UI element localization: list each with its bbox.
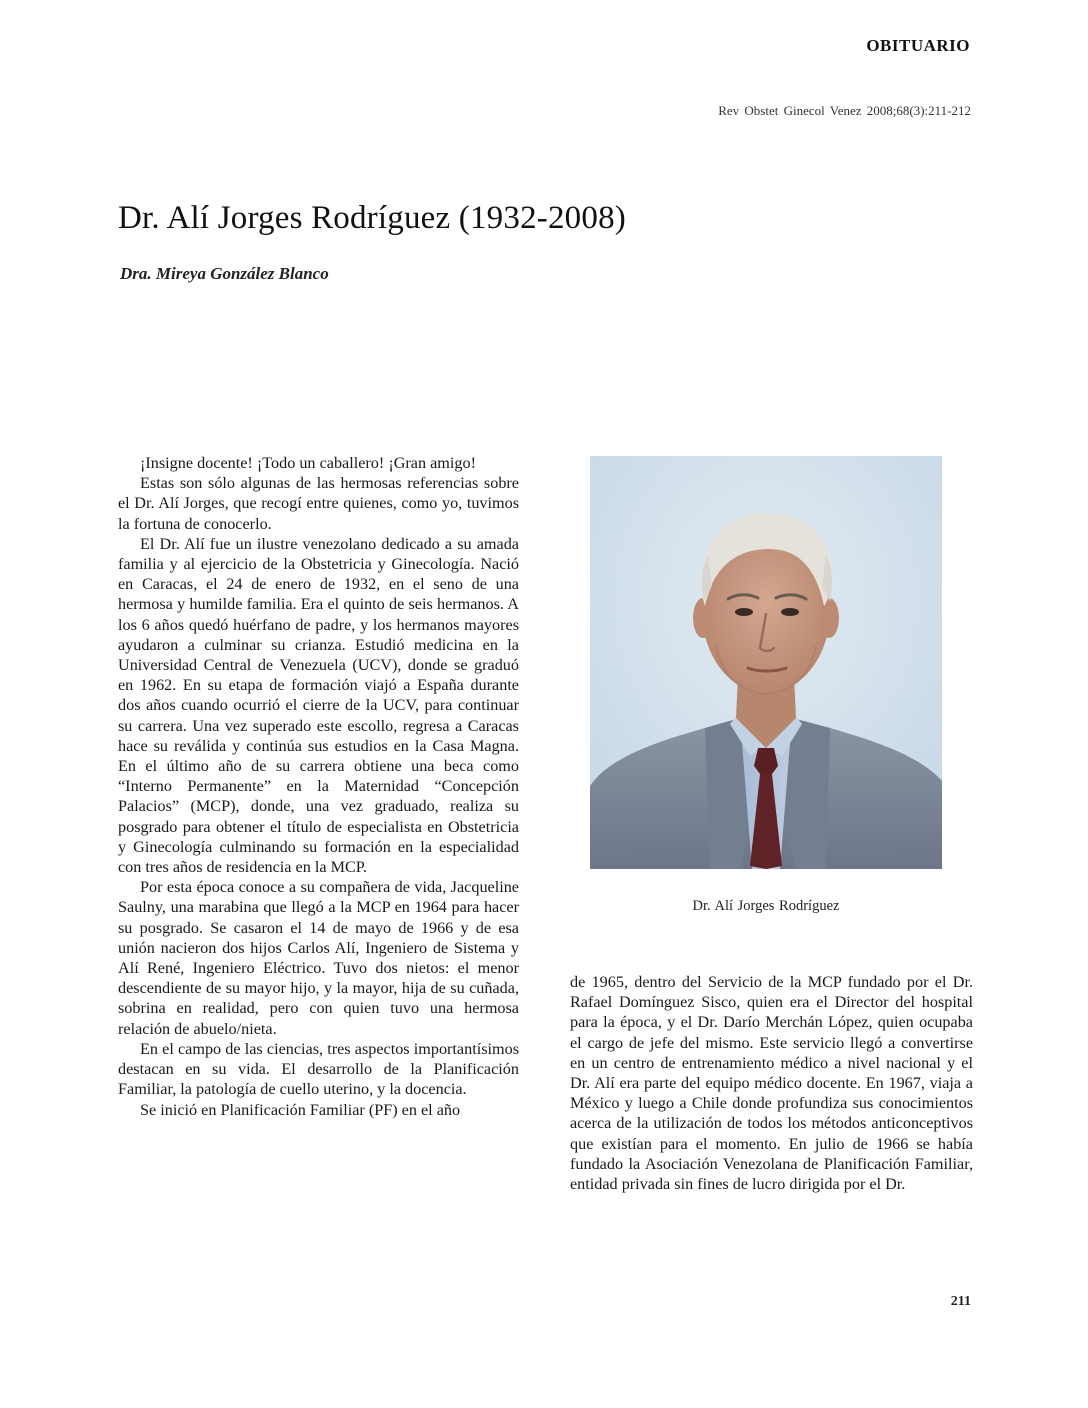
paragraph: Estas son sólo algunas de las hermosas referencias sobre el Dr. Alí Jorges, que recogí entre quienes, como yo, tuvimos la fortuna de conocerlo. bbox=[118, 474, 519, 533]
paragraph: Se inició en Planificación Familiar (PF) en el año bbox=[140, 1100, 461, 1119]
portrait-photo bbox=[590, 456, 942, 869]
article-title: Dr. Alí Jorges Rodríguez (1932-2008) bbox=[118, 200, 626, 236]
paragraph: Por esta época conoce a su compañera de vida, Jacqueline Saulny, una marabina que llegó a la MCP en 1964 para hacer su posgrado. Se casaron el 14 de mayo de 1966 y de esa unión nacieron dos hijos Carlos Alí, Ingeniero de Sistema y Alí René, Ingeniero Eléctrico. Tuvo dos nietos: el menor descendiente de su mayor hijo, y la mayor, hija de su cuñada, sobrina en realidad, pero con quien tuvo una hermosa relación de abuelo/nieta. bbox=[118, 878, 519, 1038]
journal-citation: Rev Obstet Ginecol Venez 2008;68(3):211-212 bbox=[718, 103, 971, 118]
page-number: 211 bbox=[950, 1294, 971, 1309]
paragraph: En el campo de las ciencias, tres aspectos importantísimos destacan en su vida. El desarrollo de la Planificación Familiar, la patología de cuello uterino, y la docencia. bbox=[118, 1039, 519, 1099]
body-left-column bbox=[118, 453, 519, 1120]
body-right-column bbox=[570, 972, 973, 1194]
paragraph: de 1965, dentro del Servicio de la MCP fundado por el Dr. Rafael Domínguez Sisco, quien era el Director del hospital para la época, y el Dr. Darío Merchán López, quien ocupaba el cargo de jefe del mismo. Este servicio llegó a convertirse en un centro de entrenamiento médico a nivel nacional y el Dr. Alí era parte del equipo médico docente. En 1967, viaja a México y luego a Chile donde profundiza sus conocimientos acerca de la utilización de todos los métodos anticonceptivos que existían para el momento. En julio de 1966 se había fundado la Asociación Venezolana de Planificación Familiar, entidad privada sin fines de lucro dirigida por el Dr. bbox=[570, 973, 973, 1194]
portrait-illustration bbox=[590, 456, 942, 869]
paragraph: ¡Insigne docente! ¡Todo un caballero! ¡Gran amigo! bbox=[140, 454, 476, 472]
photo-caption: Dr. Alí Jorges Rodríguez bbox=[692, 898, 840, 914]
article-author: Dra. Mireya González Blanco bbox=[120, 264, 329, 283]
section-label: OBITUARIO bbox=[866, 36, 970, 55]
paragraph: El Dr. Alí fue un ilustre venezolano dedicado a su amada familia y al ejercicio de la Obstetricia y Ginecología. Nació en Caracas, el 24 de enero de 1932, en el seno de una hermosa y humilde familia. Era el quinto de seis hermanos. A los 6 años quedó huérfano de padre, y los hermanos mayores ayudaron a culminar su crianza. Estudió medicina en la Universidad Central de Venezuela (UCV), donde se graduó en 1962. En su etapa de formación viajó a España durante dos años cuando ocurrió el cierre de la UCV, para continuar su carrera. Una vez superado este escollo, regresa a Caracas hace su reválida y continúa sus estudios en la Casa Magna. En el último año de su carrera obtiene una beca como “Interno Permanente” en la Maternidad “Concepción Palacios” (MCP), donde, una vez graduado, realiza su posgrado para obtener el título de especialista en Obstetricia y Ginecología culminando su formación en la especialidad con tres años de residencia en la MCP. bbox=[118, 534, 519, 877]
